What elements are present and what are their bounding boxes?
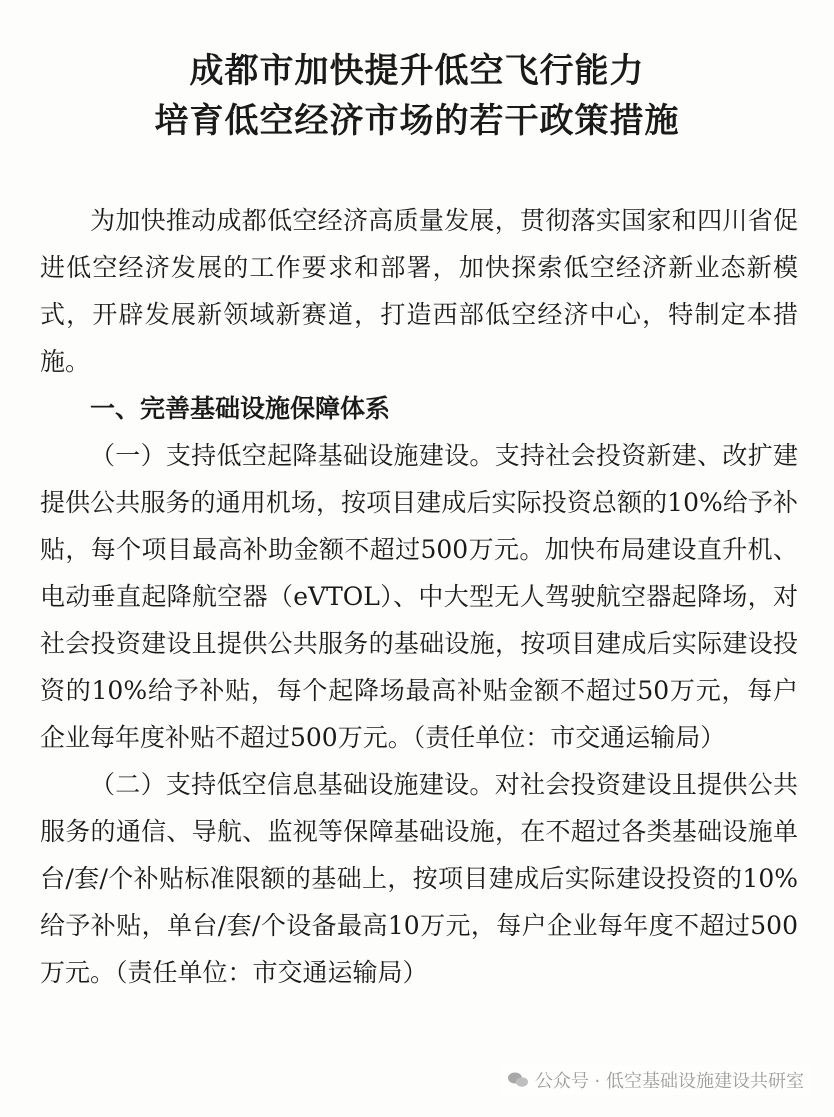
policy-item-1: （一）支持低空起降基础设施建设。支持社会投资新建、改扩建提供公共服务的通用机场，按项目建成后实际投资总额的10%给予补贴，每个项目最高补助金额不超过500万元。加快布局建设直升机、电动垂直起降航空器（eVTOL）、中大型无人驾驶航空器起降场，对社会投资建设且提供公共服务的基础设施，按项目建成后实际建设投资的10%给予补贴，每个起降场最高补贴金额不超过50万元，每户企业每年度补贴不超过500万元。（责任单位：市交通运输局） [40,441,798,752]
wechat-watermark [501,1065,810,1095]
section-heading-1: 一、完善基础设施保障体系 [90,394,391,423]
document-body [40,197,798,996]
intro-paragraph: 为加快推动成都低空经济高质量发展，贯彻落实国家和四川省促进低空经济发展的工作要求和部署，加快探索低空经济新业态新模式，开辟发展新领域新赛道，打造西部低空经济中心，特制定本措施。 [40,206,798,376]
document-title-line-1: 成都市加快提升低空飞行能力 [189,51,645,91]
policy-item-2: （二）支持低空信息基础设施建设。对社会投资建设且提供公共服务的通信、导航、监视等保障基础设施，在不超过各类基础设施单台/套/个补贴标准限额的基础上，按项目建成后实际建设投资的10%给予补贴，单台/套/个设备最高10万元，每户企业每年度不超过500万元。（责任单位：市交通运输局） [40,770,798,987]
wechat-icon [507,1071,529,1089]
document-title-line-2: 培育低空经济市场的若干政策措施 [154,101,680,141]
watermark-text: 公众号 · 低空基础设施建设共研室 [534,1071,804,1092]
